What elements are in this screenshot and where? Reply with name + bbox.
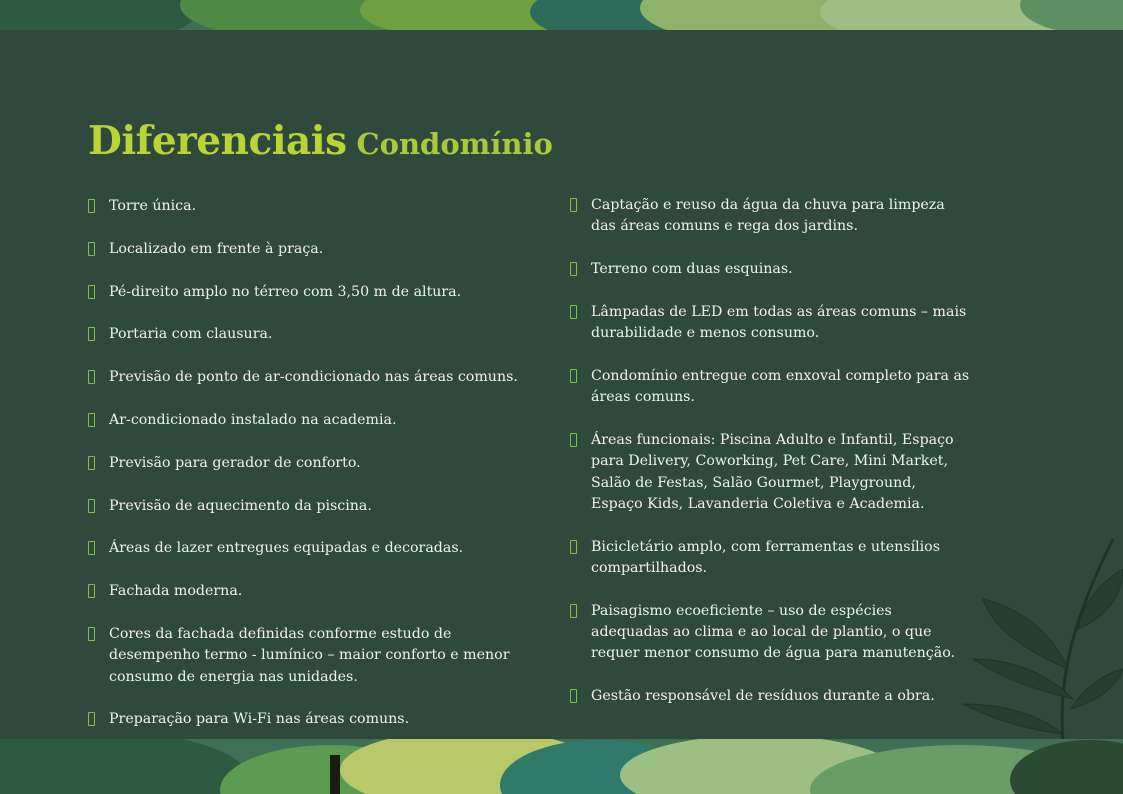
title-main: Diferenciais bbox=[88, 118, 347, 164]
bullet-icon bbox=[570, 604, 577, 618]
list-item: Previsão de aquecimento da piscina. bbox=[88, 496, 538, 517]
list-item: Portaria com clausura. bbox=[88, 324, 538, 345]
bullet-icon bbox=[570, 433, 577, 447]
list-item: Previsão para gerador de conforto. bbox=[88, 453, 538, 474]
bullet-icon bbox=[88, 627, 95, 641]
list-item: Áreas de lazer entregues equipadas e decoradas. bbox=[88, 538, 538, 559]
bullet-icon bbox=[88, 199, 95, 213]
list-item: Condomínio entregue com enxoval completo para as áreas comuns. bbox=[570, 366, 970, 409]
page-title bbox=[88, 118, 553, 164]
bullet-icon bbox=[570, 540, 577, 554]
bullet-icon bbox=[88, 584, 95, 598]
list-item: Áreas funcionais: Piscina Adulto e Infantil, Espaço para Delivery, Coworking, Pet Care, Mini Market, Salão de Festas, Salão Gourmet, Playground, Espaço Kids, Lavanderia Coletiva e Academia. bbox=[570, 430, 970, 515]
bullet-icon bbox=[88, 413, 95, 427]
bullet-icon bbox=[88, 712, 95, 726]
features-list-left bbox=[88, 196, 538, 752]
list-item: Torre única. bbox=[88, 196, 538, 217]
bullet-icon bbox=[570, 305, 577, 319]
bullet-icon bbox=[88, 327, 95, 341]
bullet-icon bbox=[570, 689, 577, 703]
list-item: Previsão de ponto de ar-condicionado nas áreas comuns. bbox=[88, 367, 538, 388]
list-item: Gestão responsável de resíduos durante a obra. bbox=[570, 686, 970, 707]
list-item: Captação e reuso da água da chuva para limpeza das áreas comuns e rega dos jardins. bbox=[570, 195, 970, 238]
list-item: Localizado em frente à praça. bbox=[88, 239, 538, 260]
bullet-icon bbox=[88, 499, 95, 513]
bullet-icon bbox=[88, 370, 95, 384]
list-item: Fachada moderna. bbox=[88, 581, 538, 602]
list-item: Ar-condicionado instalado na academia. bbox=[88, 410, 538, 431]
title-subtitle: Condomínio bbox=[356, 127, 553, 161]
bullet-icon bbox=[88, 456, 95, 470]
bullet-icon bbox=[570, 262, 577, 276]
list-item: Pé-direito amplo no térreo com 3,50 m de altura. bbox=[88, 282, 538, 303]
list-item: Bicicletário amplo, com ferramentas e utensílios compartilhados. bbox=[570, 537, 970, 580]
bullet-icon bbox=[88, 285, 95, 299]
bullet-icon bbox=[570, 198, 577, 212]
bullet-icon bbox=[88, 242, 95, 256]
list-item: Lâmpadas de LED em todas as áreas comuns – mais durabilidade e menos consumo. bbox=[570, 302, 970, 345]
list-item: Cores da fachada definidas conforme estudo de desempenho termo - lumínico – maior conforto e menor consumo de energia nas unidades. bbox=[88, 624, 538, 688]
features-list-right bbox=[570, 195, 970, 729]
list-item: Preparação para Wi-Fi nas áreas comuns. bbox=[88, 709, 538, 730]
content-panel bbox=[0, 30, 1123, 739]
bullet-icon bbox=[570, 369, 577, 383]
list-item: Paisagismo ecoeficiente – uso de espécies adequadas ao clima e ao local de plantio, o que requer menor consumo de água para manutenção. bbox=[570, 601, 970, 665]
bullet-icon bbox=[88, 541, 95, 555]
list-item: Terreno com duas esquinas. bbox=[570, 259, 970, 280]
